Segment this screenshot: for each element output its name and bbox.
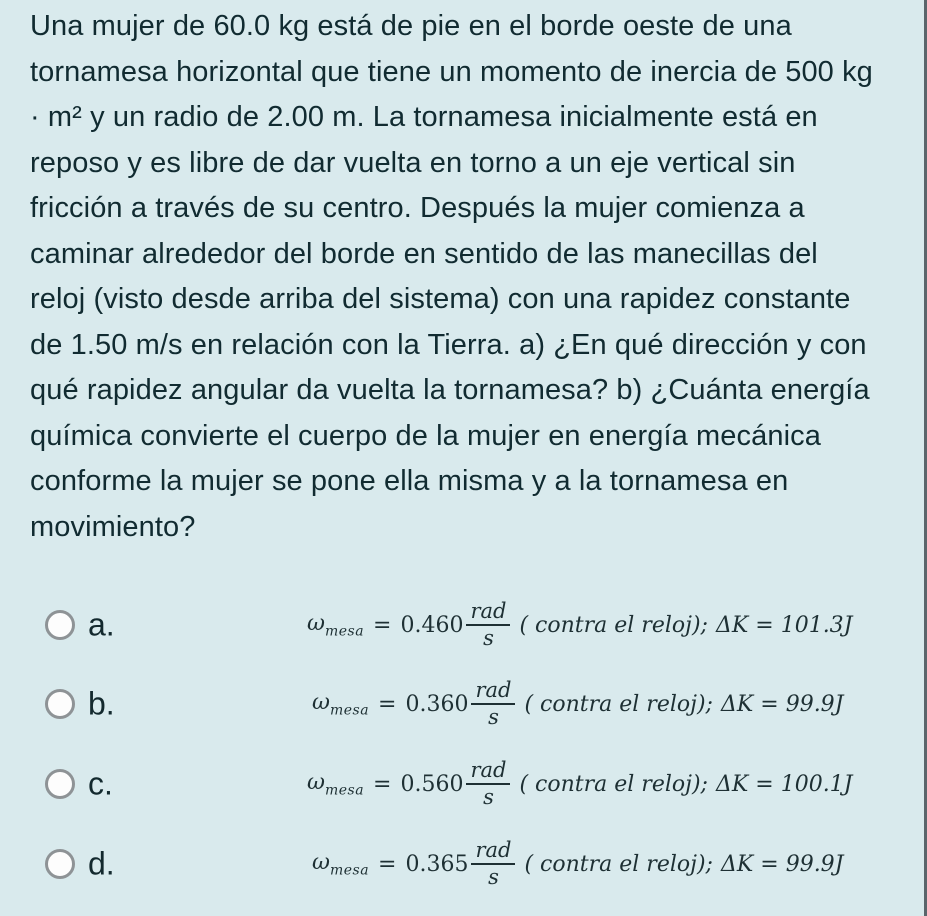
option-d-formula: [312, 824, 844, 904]
fraction-numerator: rad: [470, 758, 507, 782]
rad-per-s-fraction: [471, 838, 515, 890]
rad-per-s-fraction: [466, 758, 510, 810]
question-line: fricción a través de su centro. Después la mujer comienza a: [30, 192, 805, 224]
delta-k-result: ΔK = 100.1J: [715, 771, 853, 797]
fraction-denominator: s: [466, 624, 510, 651]
omega-glyph: ω: [307, 769, 325, 795]
option-a-formula: [307, 585, 853, 665]
answer-option-d: [0, 824, 920, 904]
option-letter-b: b.: [88, 685, 115, 722]
fraction-denominator: s: [471, 863, 515, 890]
radio-option-a[interactable]: [45, 610, 75, 640]
omega-subscript: mesa: [329, 702, 370, 719]
angular-speed-value: 0.365: [405, 851, 469, 877]
omega-glyph: ω: [312, 689, 330, 715]
option-letter-c: c.: [88, 765, 113, 802]
option-c-formula: [307, 744, 853, 824]
question-line: caminar alrededor del borde en sentido de las manecillas del: [30, 237, 818, 270]
question-line: movimiento?: [30, 510, 196, 543]
omega-glyph: ω: [312, 849, 330, 875]
question-text: [30, 4, 910, 550]
omega-subscript: mesa: [324, 782, 365, 799]
omega-subscript: mesa: [324, 623, 365, 640]
question-line: conforme la mujer se pone ella misma y a la tornamesa en: [30, 465, 789, 497]
radio-option-c[interactable]: [45, 769, 75, 799]
option-letter-a: a.: [88, 606, 115, 643]
omega-glyph: ω: [307, 610, 325, 636]
fraction-numerator: rad: [470, 599, 507, 623]
omega-mesa-symbol: [307, 611, 364, 639]
rad-per-s-fraction: [471, 678, 515, 730]
question-line: tornamesa horizontal que tiene un momento de inercia de 500 kg: [30, 55, 873, 88]
delta-k-result: ΔK = 99.9J: [720, 851, 844, 877]
equals-sign: =: [378, 851, 397, 877]
omega-subscript: mesa: [329, 862, 370, 879]
answer-option-c: [0, 744, 920, 824]
equals-sign: =: [373, 612, 392, 638]
direction-text: ( contra el reloj);: [524, 691, 713, 717]
fraction-denominator: s: [471, 703, 515, 730]
rad-per-s-fraction: [466, 599, 510, 651]
delta-k-result: ΔK = 99.9J: [720, 691, 844, 717]
question-line: · m² y un radio de 2.00 m. La tornamesa inicialmente está en: [30, 101, 818, 133]
fraction-denominator: s: [466, 783, 510, 810]
option-b-formula: [312, 664, 844, 744]
direction-text: ( contra el reloj);: [519, 612, 708, 638]
direction-text: ( contra el reloj);: [519, 771, 708, 797]
direction-text: ( contra el reloj);: [524, 851, 713, 877]
angular-speed-value: 0.360: [405, 691, 469, 717]
question-line: de 1.50 m/s en relación con la Tierra. a) ¿En qué dirección y con: [30, 328, 867, 361]
fraction-numerator: rad: [475, 678, 512, 702]
question-line: reposo y es libre de dar vuelta en torno a un eje vertical sin: [30, 146, 796, 179]
omega-mesa-symbol: [307, 770, 364, 798]
question-line: qué rapidez angular da vuelta la tornamesa? b) ¿Cuánta energía: [30, 374, 870, 406]
omega-mesa-symbol: [312, 850, 369, 878]
angular-speed-value: 0.560: [400, 771, 464, 797]
delta-k-result: ΔK = 101.3J: [715, 612, 853, 638]
omega-mesa-symbol: [312, 690, 369, 718]
equals-sign: =: [373, 771, 392, 797]
option-letter-d: d.: [88, 845, 115, 882]
answer-option-a: [0, 585, 920, 665]
radio-option-b[interactable]: [45, 689, 75, 719]
answer-option-b: [0, 664, 920, 744]
question-line: Una mujer de 60.0 kg está de pie en el borde oeste de una: [30, 10, 792, 42]
question-line: química convierte el cuerpo de la mujer en energía mecánica: [30, 419, 821, 452]
equals-sign: =: [378, 691, 397, 717]
fraction-numerator: rad: [475, 838, 512, 862]
question-line: reloj (visto desde arriba del sistema) con una rapidez constante: [30, 283, 851, 315]
angular-speed-value: 0.460: [400, 612, 464, 638]
radio-option-d[interactable]: [45, 849, 75, 879]
